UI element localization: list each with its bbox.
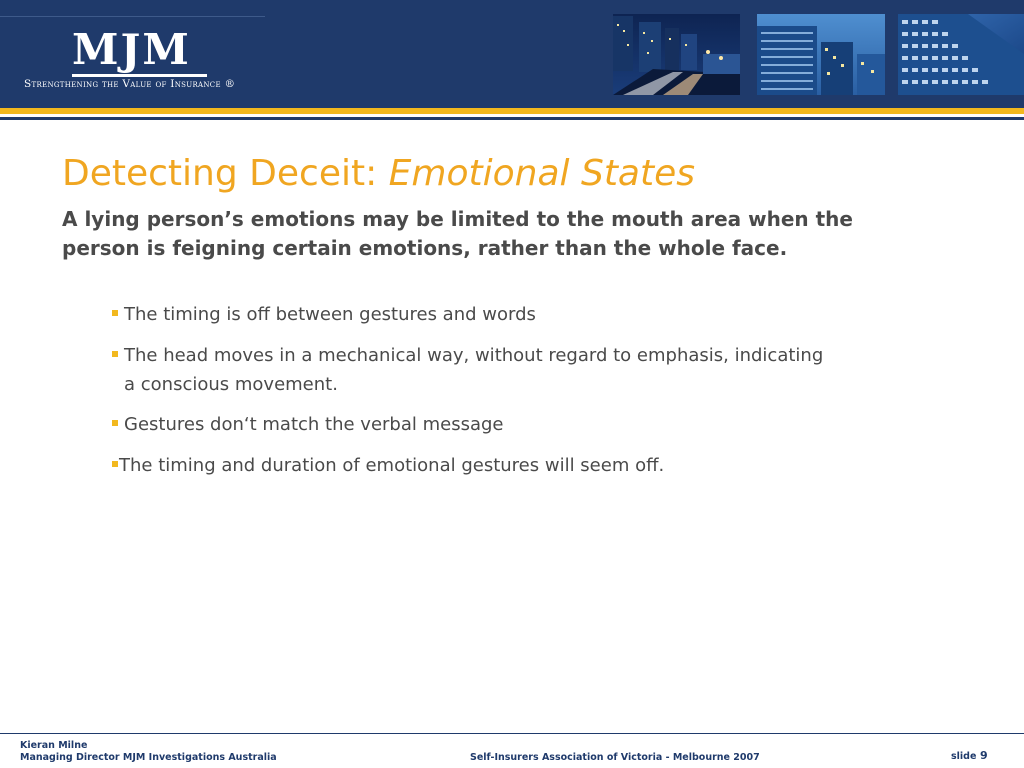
footer-divider xyxy=(0,733,1024,734)
bullet-square-icon xyxy=(112,420,118,426)
city-night-highway-photo xyxy=(613,14,740,95)
bullet-text: Gestures don‘t match the verbal message xyxy=(124,414,504,435)
gold-accent-band xyxy=(0,108,1024,114)
slide-title-main: Detecting Deceit: xyxy=(62,153,389,194)
bullet-text-continued: a conscious movement. xyxy=(124,374,338,395)
office-tower-dusk-photo xyxy=(757,14,885,95)
blue-accent-line xyxy=(0,117,1024,120)
logo-underline xyxy=(72,74,207,77)
bullet-text: The timing and duration of emotional gestures will seem off. xyxy=(119,455,665,476)
bullet-item xyxy=(112,341,823,399)
slide-title-italic: Emotional States xyxy=(388,153,696,194)
bullet-square-icon xyxy=(112,310,118,316)
slide-number: 9 xyxy=(980,749,988,762)
bullet-text: The timing is off between gestures and words xyxy=(124,304,536,325)
slide-number-label: slide xyxy=(951,751,977,762)
bullet-item xyxy=(112,300,536,329)
bullet-item xyxy=(112,451,664,480)
header-divider xyxy=(0,16,265,17)
slide-title xyxy=(62,152,695,195)
bullet-text: The head moves in a mechanical way, without regard to emphasis, indicating xyxy=(124,345,824,366)
bullet-square-icon xyxy=(112,461,118,467)
header-banner xyxy=(0,0,1024,108)
bullet-square-icon xyxy=(112,351,118,357)
glass-building-photo xyxy=(898,14,1024,95)
event-name: Self-Insurers Association of Victoria - Melbourne 2007 xyxy=(470,752,760,763)
lead-paragraph: A lying person’s emotions may be limited to the mouth area when the person is feigning certain emotions, rather than the whole face. xyxy=(62,207,853,260)
mjm-logo: MJM xyxy=(72,25,191,74)
presenter-role: Managing Director MJM Investigations Australia xyxy=(20,752,277,763)
bullet-item xyxy=(112,410,504,439)
presenter-name: Kieran Milne xyxy=(20,740,88,751)
logo-tagline: Strengthening the Value of Insurance ® xyxy=(24,78,236,90)
